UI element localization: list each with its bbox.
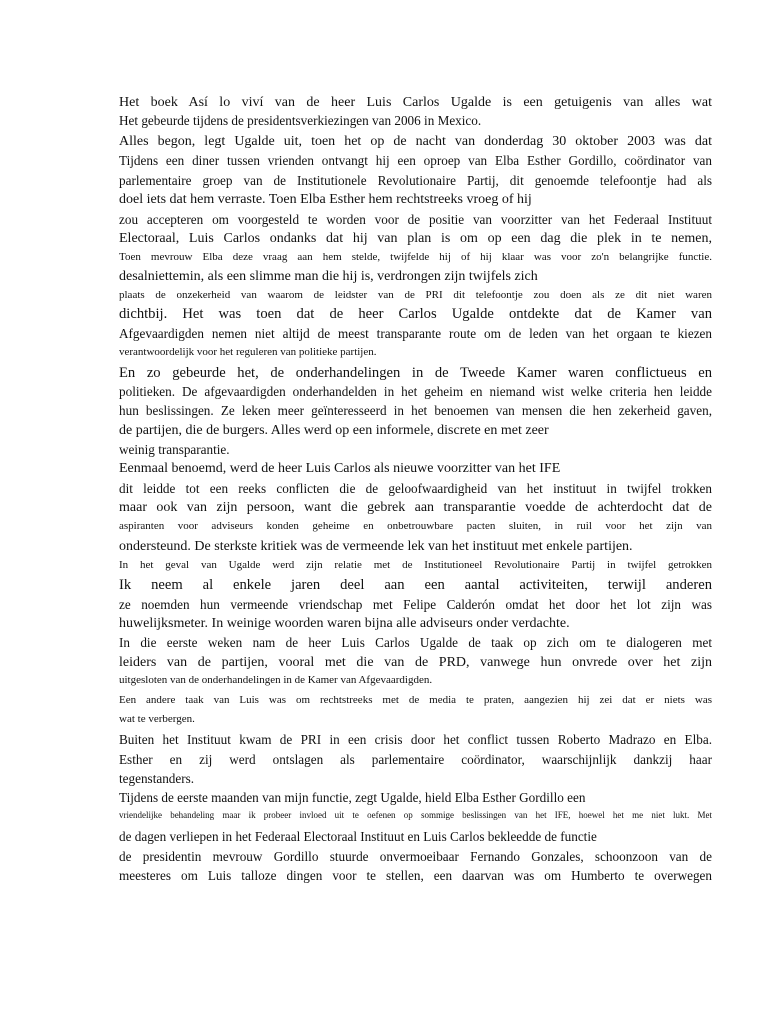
text-line: dit leidde tot een reeks conflicten die de geloofwaardigheid van het instituut in twijfel trokken (119, 481, 712, 496)
text-line: desalniettemin, als een slimme man die hij is, verdrongen zijn twijfels zich (119, 269, 538, 284)
text-line: Buiten het Instituut kwam de PRI in een crisis door het conflict tussen Roberto Madrazo en Elba. (119, 732, 712, 747)
text-line: politieken. De afgevaardigden onderhandelden in het geheim en niemand wist welke criteria hen leidde (119, 384, 712, 399)
text-line: Het boek Así lo viví van de heer Luis Carlos Ugalde is een getuigenis van alles wat (119, 95, 712, 110)
text-line: Tijdens de eerste maanden van mijn functie, zegt Ugalde, hield Elba Esther Gordillo een (119, 790, 586, 805)
text-line: leiders van de partijen, vooral met die van de PRD, vanwege hun onvrede over het zijn (119, 655, 712, 670)
text-line: Het gebeurde tijdens de presidentsverkiezingen van 2006 in Mexico. (119, 113, 482, 128)
text-line: meesteres om Luis talloze dingen voor te stellen, een daarvan was om Humberto te overwegen (119, 868, 712, 883)
text-line: vriendelijke behandeling maar ik probeer invloed uit te oefenen op sommige beslissingen van het IFE, hoewel het me niet lukt. Met (119, 810, 712, 820)
text-line: plaats de onzekerheid van waarom de leidster van de PRI dit telefoontje zou doen als ze dit niet waren (119, 289, 712, 301)
text-line: En zo gebeurde het, de onderhandelingen in de Tweede Kamer waren conflictueus en (119, 365, 712, 381)
text-line: In die eerste weken nam de heer Luis Carlos Ugalde de taak op zich om te dialogeren met (119, 635, 712, 650)
text-line: uitgesloten van de onderhandelingen in de Kamer van Afgevaardigden. (119, 674, 433, 686)
text-line: de partijen, die de burgers. Alles werd op een informele, discrete en met zeer (119, 423, 549, 438)
text-line: Ik neem al enkele jaren deel aan een aantal activiteiten, terwijl anderen (119, 577, 712, 593)
text-line: doel iets dat hem verraste. Toen Elba Esther hem rechtstreeks vroeg of hij (119, 192, 532, 207)
text-line: In het geval van Ugalde werd zijn relatie met de Institutioneel Revolutionaire Partij in twijfel getrokken (119, 559, 712, 571)
text-line: Toen mevrouw Elba deze vraag aan hem stelde, twijfelde hij of hij klaar was voor zo'n belangrijke functie. (119, 251, 712, 263)
text-line: ze noemden hun vermeende vriendschap met Felipe Calderón omdat het door het lot zijn was (119, 597, 712, 612)
text-line: maar ook van zijn persoon, want die gebrek aan transparantie voedde de achterdocht dat de (119, 500, 712, 515)
text-line: de dagen verliepen in het Federaal Electoraal Instituut en Luis Carlos bekleedde de functie (119, 829, 597, 844)
text-line: Electoraal, Luis Carlos ondanks dat hij van plan is om op een dag die plek in te nemen, (119, 231, 712, 246)
text-line: Alles begon, legt Ugalde uit, toen het op de nacht van donderdag 30 oktober 2003 was dat (119, 134, 712, 149)
text-line: weinig transparantie. (119, 442, 230, 457)
text-line: zou accepteren om voorgesteld te worden voor de positie van voorzitter van het Federaal Instituut (119, 212, 712, 227)
text-line: Eenmaal benoemd, werd de heer Luis Carlos als nieuwe voorzitter van het IFE (119, 461, 561, 476)
text-line: aspiranten voor adviseurs konden geheime en onbetrouwbare pacten sluiten, in ruil voor het zijn van (119, 520, 712, 532)
text-line: parlementaire groep van de Institutionele Revolutionaire Partij, dit genoemde telefoontje had als (119, 173, 712, 188)
text-line: verantwoordelijk voor het reguleren van politieke partijen. (119, 346, 377, 358)
text-line: de presidentin mevrouw Gordillo stuurde onvermoeibaar Fernando Gonzales, schoonzoon van de (119, 849, 712, 864)
text-line: tegenstanders. (119, 771, 195, 786)
text-line: dichtbij. Het was toen dat de heer Carlos Ugalde ontdekte dat de Kamer van (119, 306, 712, 322)
text-line: Een andere taak van Luis was om rechtstreeks met de media te praten, aangezien hij zei dat er niets was (119, 694, 712, 706)
text-line: Tijdens een diner tussen vrienden ontvangt hij een oproep van Elba Esther Gordillo, coördinator van (119, 153, 712, 168)
text-line: Esther en zij werd ontslagen als parlementaire coördinator, waarschijnlijk dankzij haar (119, 752, 712, 767)
text-line: wat te verbergen. (119, 713, 195, 725)
text-line: ondersteund. De sterkste kritiek was de vermeende lek van het instituut met enkele partijen. (119, 539, 633, 554)
text-line: Afgevaardigden nemen niet altijd de meest transparante route om de leden van het orgaan te kiezen (119, 326, 712, 341)
text-line: hun beslissingen. Ze leken meer geïnteresseerd in het benoemen van mensen die hen zekerheid gaven, (119, 403, 712, 418)
text-line: huwelijksmeter. In weinige woorden waren bijna alle adviseurs onder verdachte. (119, 616, 570, 631)
